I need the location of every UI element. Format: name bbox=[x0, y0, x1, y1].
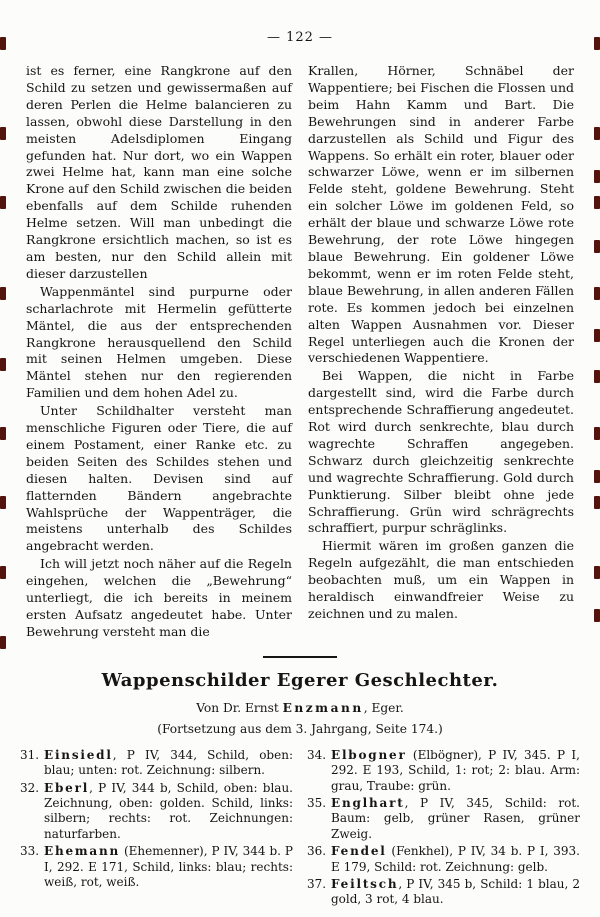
paragraph: ist es ferner, eine Rangkrone auf den Schild zu setzen und gewissermaßen auf deren Perlen die Helme balancieren zu lassen, obwohl diese Darstellung in den meisten Adelsdiplomen Eingang gefunden hat. Nur dort, wo ein Wappen zwei Helme hat, kann man eine solche Krone auf den Schild zwischen die beiden ebenfalls auf dem Schilde ruhenden Helme setzen. Will man unbedingt die Rangkrone ersichtlich machen, so ist es am besten, nur den Schild allein mit dieser darzustellen bbox=[26, 63, 292, 281]
section-separator-rule bbox=[263, 656, 337, 658]
entry-text bbox=[331, 748, 580, 794]
scan-edge-mark bbox=[594, 240, 600, 253]
scan-edge-mark bbox=[594, 496, 600, 509]
scan-edge-mark bbox=[0, 127, 6, 140]
list-item bbox=[20, 781, 293, 843]
entry-list-left bbox=[20, 748, 293, 910]
article-column-right bbox=[308, 63, 574, 642]
list-item bbox=[20, 748, 293, 779]
entry-family-name: Ehemann bbox=[44, 844, 121, 859]
article-subtitle: (Fortsetzung aus dem 3. Jahrgang, Seite 174.) bbox=[157, 721, 443, 736]
entry-text bbox=[44, 781, 293, 843]
entry-family-name: Eberl bbox=[44, 780, 90, 795]
article-title: Wappenschilder Egerer Geschlechter. bbox=[101, 669, 499, 691]
scan-edge-mark bbox=[594, 37, 600, 50]
paragraph: Ich will jetzt noch näher auf die Regeln eingehen, welchen die „Bewehrung“ unterliegt, die ich bereits in meinem ersten Aufsatz angedeutet habe. Unter Bewehrung versteht man die bbox=[26, 556, 292, 639]
paragraph: Unter Schildhalter versteht man menschliche Figuren oder Tiere, die auf einem Postament, einer Ranke etc. zu beiden Seiten des Schildes stehen und diesen halten. Devisen sind auf flatternden Bändern angebrachte Wahlsprüche der Wappenträger, die meistens unterhalb des Schildes angebracht werden. bbox=[26, 403, 292, 554]
entry-text bbox=[44, 844, 293, 890]
list-item bbox=[20, 844, 293, 890]
entry-number: 34. bbox=[307, 747, 327, 762]
scan-edge-mark bbox=[594, 566, 600, 579]
list-item bbox=[307, 796, 580, 842]
scan-edge-mark bbox=[594, 127, 600, 140]
scan-edge-mark bbox=[0, 287, 6, 300]
entry-detail: (Elbögner), P IV, 345. P I, 292. E 193, Schild, 1: rot; 2: blau. Arm: grau, Traube: grün. bbox=[331, 747, 580, 793]
entry-number: 32. bbox=[20, 780, 40, 795]
scan-edge-mark bbox=[594, 609, 600, 622]
byline-suffix: , Eger. bbox=[363, 700, 404, 715]
entry-family-name: Englhart bbox=[331, 796, 405, 811]
scan-edge-mark bbox=[594, 370, 600, 383]
entry-number: 35. bbox=[307, 796, 327, 811]
scan-edge-mark bbox=[594, 427, 600, 440]
scan-edge-mark bbox=[0, 427, 6, 440]
entry-family-name: Fendel bbox=[331, 844, 387, 859]
entry-text bbox=[331, 796, 580, 842]
scan-edge-mark bbox=[594, 196, 600, 209]
list-item bbox=[307, 844, 580, 875]
scan-edge-mark bbox=[0, 566, 6, 579]
scan-edge-mark bbox=[0, 358, 6, 371]
scan-edge-mark bbox=[0, 496, 6, 509]
page-number: — 122 — bbox=[266, 30, 334, 45]
entry-number: 33. bbox=[20, 844, 40, 859]
scan-edge-mark bbox=[0, 196, 6, 209]
scan-edge-mark bbox=[594, 170, 600, 183]
entry-list-right bbox=[307, 748, 580, 910]
list-item bbox=[307, 748, 580, 794]
article-body bbox=[0, 63, 600, 642]
scan-edge-mark bbox=[594, 470, 600, 483]
entry-number: 37. bbox=[307, 877, 327, 892]
list-item bbox=[307, 877, 580, 908]
entry-number: 36. bbox=[307, 844, 327, 859]
entry-detail: , P IV, 345 b, Schild: 1 blau, 2 gold, 3 rot, 4 blau. bbox=[331, 877, 580, 907]
paragraph: Krallen, Hörner, Schnäbel der Wappentiere; bei Fischen die Flossen und beim Hahn Kamm und Bart. Die Bewehrungen sind in anderer Farbe darzustellen als Schild und Figur des Wappens. So erhält ein roter, blauer oder schwarzer Löwe, wenn er im silbernen Felde steht, goldene Bewehrung. Steht ein solcher Löwe im goldenen Feld, so erhält der blaue und schwarze Löwe rote Bewehrung, der rote Löwe hingegen blaue Bewehrung. Ein goldener Löwe bekommt, wenn er im roten Felde steht, blaue Bewehrung, in allen anderen Fällen rote. Es kommen jedoch bei einzelnen alten Wappen Ausnahmen vor. Dieser Regel unterliegen auch die Kronen der verschiedenen Wappentiere. bbox=[308, 63, 574, 366]
byline-author-name: Enzmann bbox=[282, 700, 364, 715]
article-byline bbox=[0, 701, 600, 715]
entry-detail: (Ehemenner), P IV, 344 b. P I, 292. E 171, Schild, links: blau; rechts: weiß, rot, weiß. bbox=[44, 844, 293, 890]
entry-family-name: Einsiedl bbox=[44, 747, 113, 762]
byline-prefix: Von Dr. Ernst bbox=[196, 700, 283, 715]
scan-edge-mark bbox=[594, 329, 600, 342]
article-column-left bbox=[26, 63, 292, 642]
scan-edge-mark bbox=[594, 287, 600, 300]
entry-number: 31. bbox=[20, 747, 40, 762]
entry-text bbox=[331, 844, 580, 875]
entry-detail: , P IV, 344, Schild, oben: blau; unten: rot. Zeichnung: silbern. bbox=[44, 747, 293, 778]
paragraph: Bei Wappen, die nicht in Farbe dargestellt sind, wird die Farbe durch entsprechende Schraffierung angedeutet. Rot wird durch senkrechte, blau durch wagrechte Schraffen angegeben. Schwarz durch gleichzeitig senkrechte und wagrechte Schraffierung. Gold durch Punktierung. Silber bleibt ohne jede Schraffierung. Grün wird schrägrechts schraffiert, purpur schräglinks. bbox=[308, 368, 574, 536]
scan-edge-mark bbox=[0, 636, 6, 649]
entry-family-name: Feiltsch bbox=[331, 877, 399, 892]
entry-text bbox=[44, 748, 293, 779]
paragraph: Wappenmäntel sind purpurne oder scharlachrote mit Hermelin gefütterte Mäntel, die aus der entsprechenden Rangkrone herausquellend den Schild mit seinen Helmen umgeben. Diese Mäntel stehen nur den regierenden Familien und dem hohen Adel zu. bbox=[26, 283, 292, 401]
entry-detail: , P IV, 345, Schild: rot. Baum: gelb, grüner Rasen, grüner Zweig. bbox=[331, 796, 580, 841]
entry-list bbox=[0, 748, 600, 910]
entry-text bbox=[331, 877, 580, 908]
scan-edge-mark bbox=[0, 37, 6, 50]
entry-detail: , P IV, 344 b, Schild, oben: blau. Zeichnung, oben: golden. Schild, links: silbern; rechts: rot. Zeichnungen: naturfarben. bbox=[44, 780, 293, 841]
paragraph: Hiermit wären im großen ganzen die Regeln aufgezählt, die man entschieden beobachten muß, um ein Wappen in heraldisch einwandfreier Weise zu zeichnen und zu malen. bbox=[308, 538, 574, 621]
entry-detail: (Fenkhel), P IV, 34 b. P I, 393. E 179, Schild: rot. Zeichnung: gelb. bbox=[331, 844, 580, 874]
entry-family-name: Elbogner bbox=[331, 747, 407, 762]
